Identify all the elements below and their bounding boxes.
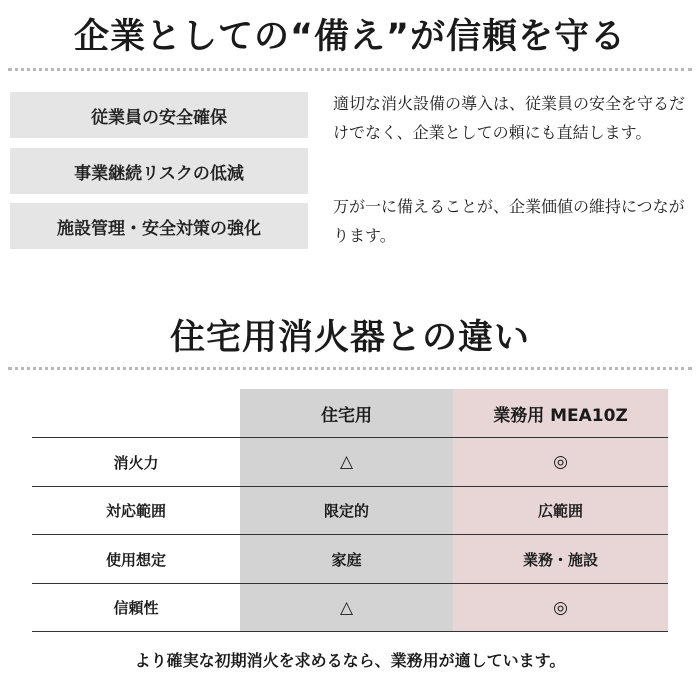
business-value: 業務・施設 (522, 550, 598, 569)
section-title-reliability: 企業としての“備え”が信頼を守る (73, 17, 626, 57)
residential-value: 家庭 (331, 550, 362, 569)
footer-note: より確実な初期消火を求めるなら、業務用が適しています。 (134, 651, 566, 670)
row-label-reliability: 信頼性 (113, 599, 159, 617)
section-title-comparison: 住宅用消火器との違い (169, 318, 530, 358)
residential-value: △ (339, 597, 354, 618)
dotted-divider (8, 367, 692, 370)
row-label-intended-use: 使用想定 (105, 550, 166, 569)
business-value: ◎ (553, 597, 568, 618)
benefit-pill-business-continuity: 事業継続リスクの低減 (10, 148, 308, 194)
column-header-business: 業務用 MEA10Z (493, 405, 628, 426)
business-value: 広範囲 (537, 502, 583, 520)
description-paragraph: 万が一に備えることが、企業価値の維持につながります。 (333, 197, 685, 245)
business-value: ◎ (553, 452, 568, 472)
dotted-divider (8, 68, 692, 71)
benefit-pill-employee-safety: 従業員の安全確保 (10, 92, 308, 138)
column-header-residential: 住宅用 (321, 405, 372, 426)
table-rule (32, 631, 668, 632)
row-label-extinguishing-power: 消火力 (113, 453, 159, 472)
residential-value: 限定的 (323, 502, 369, 520)
residential-value: △ (339, 452, 354, 472)
benefit-pill-facility-management: 施設管理・安全対策の強化 (10, 203, 308, 249)
row-label-coverage: 対応範囲 (105, 502, 166, 520)
description-paragraph: 適切な消火設備の導入は、従業員の安全を守るだけでなく、企業としての頼にも直結します。 (333, 94, 686, 142)
